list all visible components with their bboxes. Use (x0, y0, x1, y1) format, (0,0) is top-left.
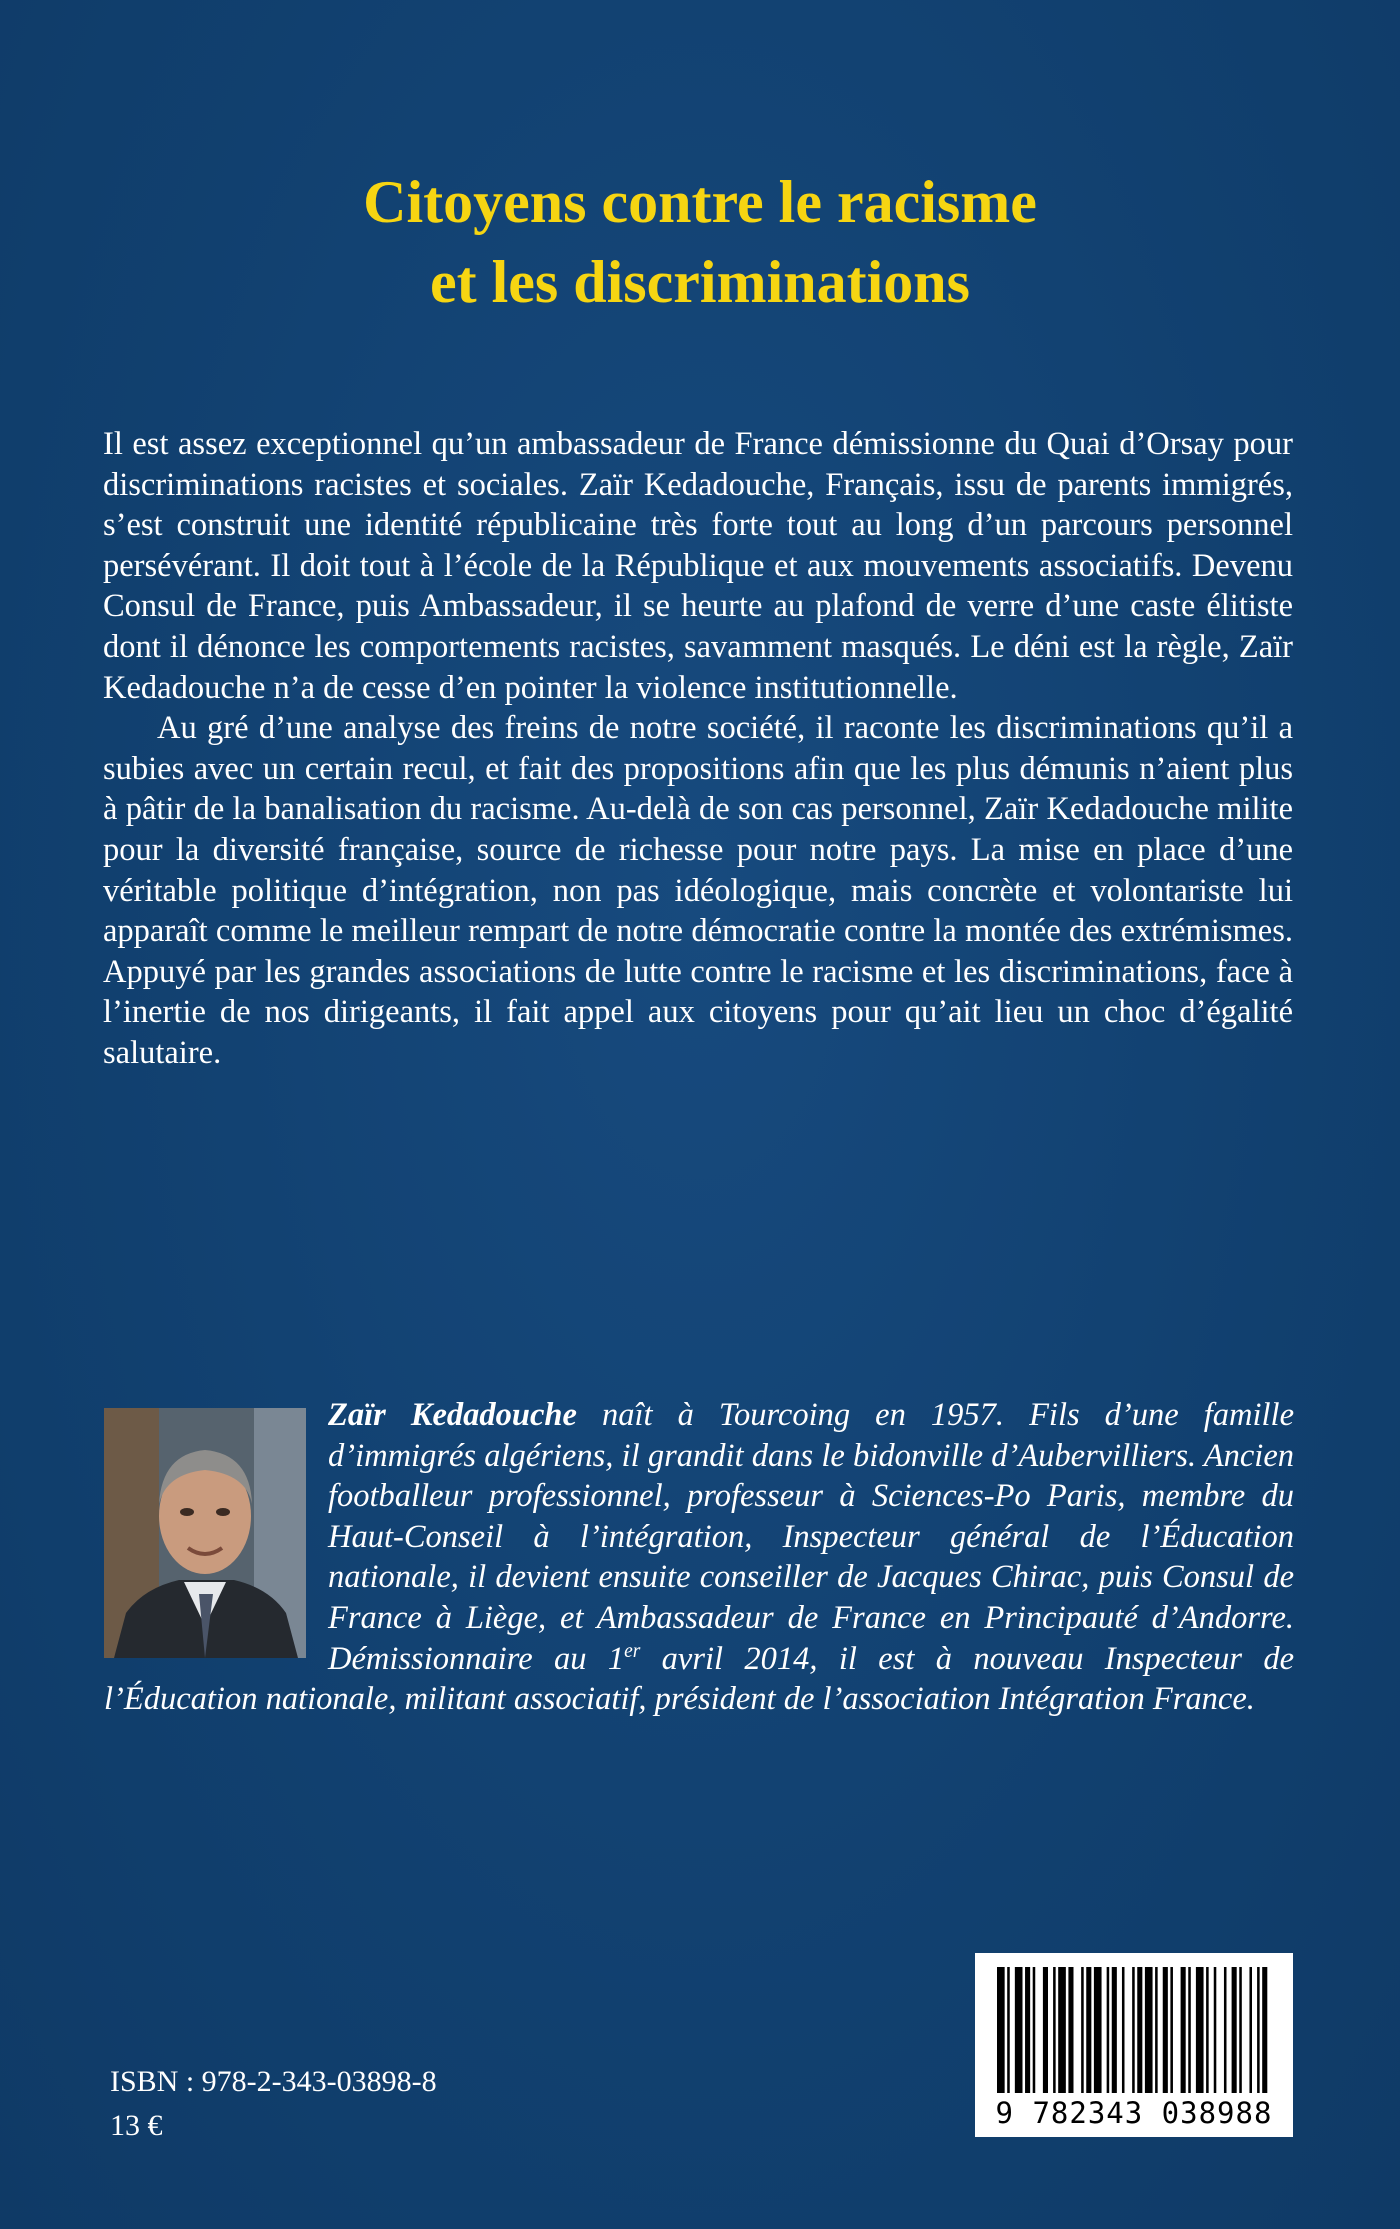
barcode-bar (1086, 1967, 1091, 2093)
book-title (100, 162, 1300, 322)
barcode-bar (1145, 1967, 1153, 2093)
barcode-bar (1137, 1967, 1142, 2093)
barcode-bar (1188, 1967, 1191, 2093)
barcode-bar (1094, 1967, 1102, 2093)
isbn-number: ISBN : 978-2-343-03898-8 (110, 2065, 437, 2098)
barcode-bar (1232, 1967, 1237, 2093)
barcode-bar (1206, 1967, 1209, 2093)
barcode-bar (1239, 1967, 1242, 2093)
title-line-1: Citoyens contre le racisme (363, 169, 1037, 235)
bio-text-part-1: naît à Tourcoing en 1957. Fils d’une famille d’immigrés algériens, il grandit dans le bidonville d’Aubervilliers. Ancien footballeur professionnel, professeur à Sciences-Po Paris, membre du Haut-Conseil à l’intégration, Inspecteur général de l’Éducation nationale, il devient ensuite conseiller de Jacques Chirac, puis Consul de France à Liège, et Ambassadeur de France en Principauté d’Andorre. Démissionnaire au 1 (328, 1397, 1294, 1677)
barcode-bar (1107, 1967, 1110, 2093)
barcode-bar (1163, 1967, 1168, 2093)
barcode-bar (1257, 1967, 1260, 2093)
barcode-bar (1058, 1967, 1066, 2093)
barcode-bar (1112, 1967, 1117, 2093)
barcode (975, 1953, 1293, 2137)
book-summary (103, 424, 1293, 1074)
barcode-bar (1068, 1967, 1073, 2093)
barcode-bar (997, 1967, 1005, 2093)
barcode-bar (1033, 1967, 1036, 2093)
price: 13 € (110, 2109, 163, 2142)
barcode-digits: 9 782343 038988 (995, 2096, 1273, 2130)
barcode-bar (1015, 1967, 1023, 2093)
barcode-bar (1214, 1967, 1217, 2093)
barcode-bar (1155, 1967, 1158, 2093)
barcode-bar (1122, 1967, 1125, 2093)
bio-text-part-2: avril 2014, il est à nouveau Inspecteur de l’Éducation nationale, militant associatif, président de l’association Intégration France. (104, 1640, 1294, 1718)
barcode-bar (1181, 1967, 1186, 2093)
photo-spacer (104, 1395, 328, 1665)
author-name: Zaïr Kedadouche (328, 1397, 577, 1433)
barcode-bar (1249, 1967, 1252, 2093)
barcode-bar (1025, 1967, 1030, 2093)
barcode-bar (1262, 1967, 1267, 2093)
title-line-2: et les discriminations (430, 249, 970, 315)
barcode-bar (1224, 1967, 1227, 2093)
barcode-bar (1007, 1967, 1010, 2093)
bio-superscript: er (624, 1640, 641, 1662)
summary-paragraph-2: Au gré d’une analyse des freins de notre société, il raconte les discriminations qu’il a subies avec un certain recul, et fait des propositions afin que les plus démunis n’aient plus à pâtir de la banalisation du racisme. Au-delà de son cas personnel, Zaïr Kedadouche milite pour la diversité française, source de richesse pour notre pays. La mise en place d’une véritable politique d’intégration, non pas idéologique, mais concrète et volontariste lui apparaît comme le meilleur rempart de notre démocratie contre la montée des extrémismes. Appuyé par les grandes associations de lutte contre le racisme et les discriminations, face à l’inertie de nos dirigeants, il fait appel aux citoyens pour qu’ait lieu un choc d’égalité salutaire. (103, 710, 1293, 1071)
author-biography (104, 1395, 1294, 1720)
barcode-bar (1196, 1967, 1204, 2093)
barcode-bar (1043, 1967, 1048, 2093)
barcode-bar (1170, 1967, 1173, 2093)
barcode-bar (1132, 1967, 1135, 2093)
summary-paragraph-1: Il est assez exceptionnel qu’un ambassadeur de France démissionne du Quai d’Orsay pour discriminations racistes et sociales. Zaïr Kedadouche, Français, issu de parents immigrés, s’est construit une identité républicaine très forte tout au long d’un parcours personnel persévérant. Il doit tout à l’école de la République et aux mouvements associatifs. Devenu Consul de France, puis Ambassadeur, il se heurte au plafond de verre d’une caste élitiste dont il dénonce les comportements racistes, savamment masqués. Le déni est la règle, Zaïr Kedadouche n’a de cesse d’en pointer la violence institutionnelle. (103, 426, 1293, 706)
barcode-bar (1053, 1967, 1056, 2093)
barcode-bar (1081, 1967, 1084, 2093)
